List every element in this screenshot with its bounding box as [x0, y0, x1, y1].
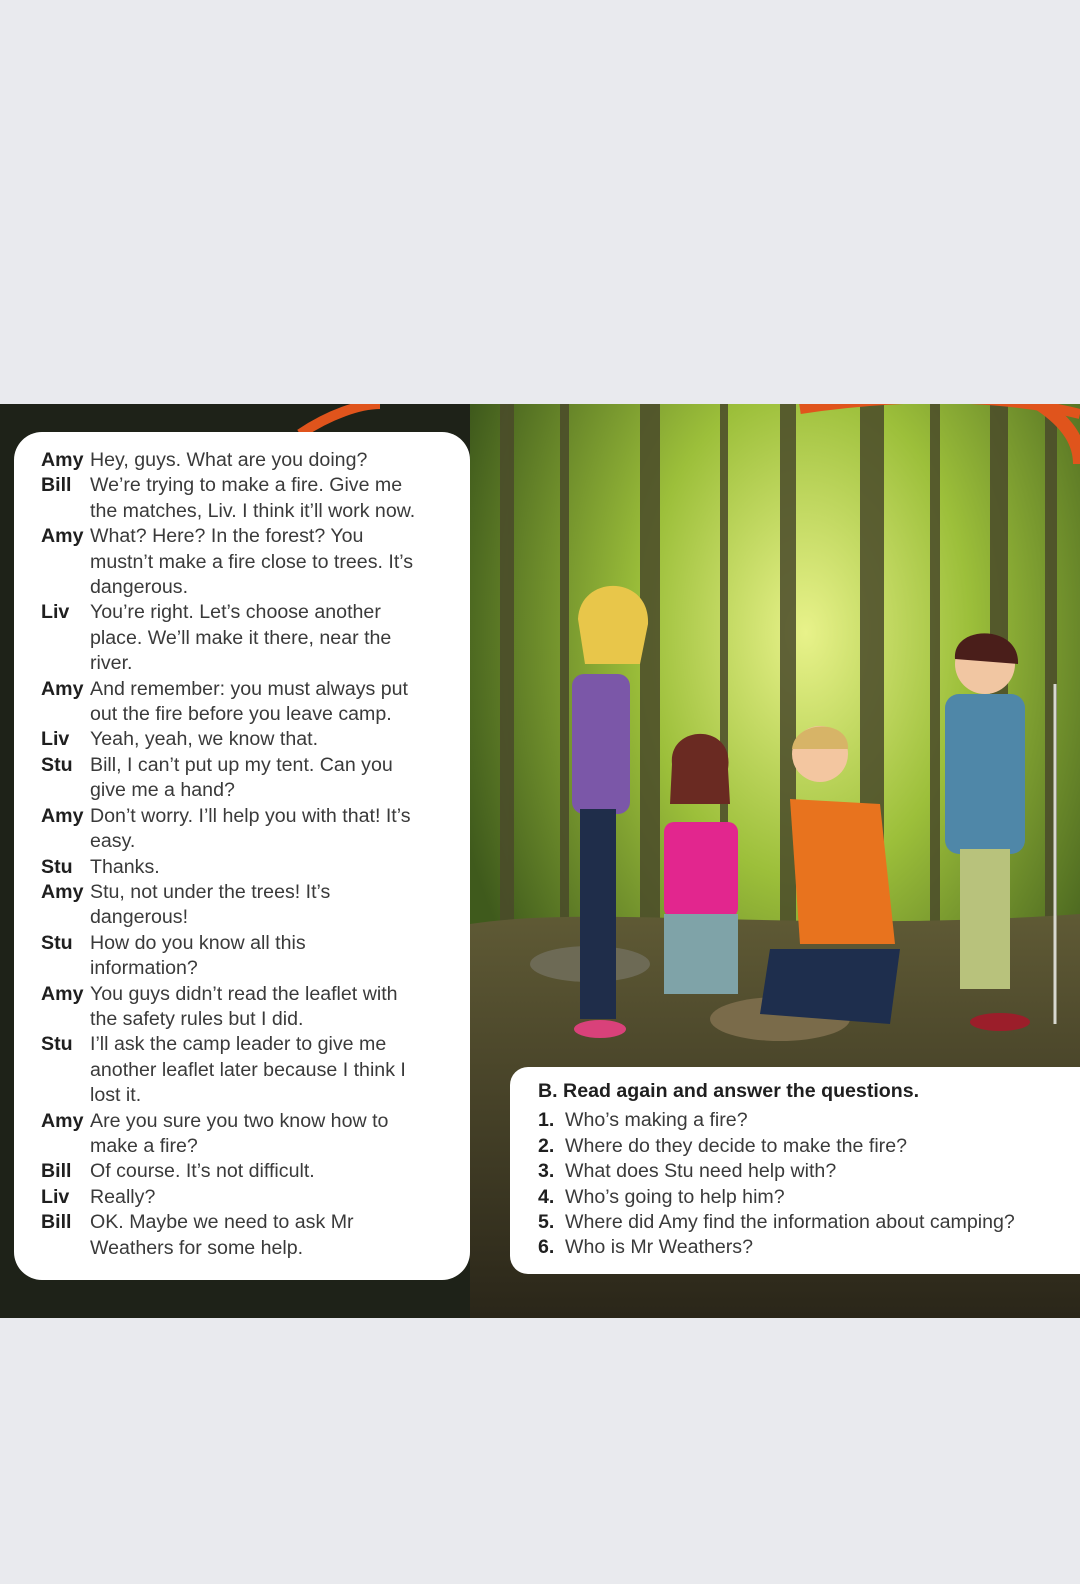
dialogue-line — [41, 448, 470, 473]
question-number: 5. — [538, 1211, 555, 1234]
dialogue-text — [90, 1159, 470, 1184]
dialogue-text — [90, 473, 470, 524]
dialogue-text-line: Are you sure you two know how to — [90, 1109, 389, 1132]
speaker-name: Amy — [41, 1109, 84, 1132]
speaker-name: Stu — [41, 1033, 73, 1056]
dialogue-text — [90, 982, 470, 1033]
dialogue-line — [41, 855, 470, 880]
dialogue-line — [41, 880, 470, 931]
dialogue-line — [41, 982, 470, 1033]
dialogue-line — [41, 600, 470, 676]
dialogue-text-line: Stu, not under the trees! It’s — [90, 880, 331, 903]
dialogue-text — [90, 804, 470, 855]
dialogue-text — [90, 1210, 470, 1261]
question-item — [538, 1159, 1080, 1184]
speaker-name: Amy — [41, 677, 84, 700]
dialogue-text — [90, 880, 470, 931]
speaker-name: Liv — [41, 1185, 70, 1208]
speaker-name: Amy — [41, 525, 84, 548]
speaker-name: Stu — [41, 931, 73, 954]
dialogue-text — [90, 524, 470, 600]
dialogue-text — [90, 600, 470, 676]
speaker-name: Stu — [41, 753, 73, 776]
dialogue-text-line: Hey, guys. What are you doing? — [90, 449, 368, 471]
dialogue-line — [41, 804, 470, 855]
speaker-name: Amy — [41, 880, 84, 903]
dialogue-line — [41, 473, 470, 524]
question-number: 3. — [538, 1160, 555, 1183]
speaker-name: Amy — [41, 982, 84, 1005]
dialogue-text-line: Weathers for some help. — [90, 1236, 304, 1259]
dialogue-text-line: OK. Maybe we need to ask Mr — [90, 1211, 354, 1234]
dialogue-text — [90, 727, 470, 752]
dialogue-text-line: make a fire? — [90, 1134, 198, 1157]
dialogue-text-line: We’re trying to make a fire. Give me — [90, 474, 403, 497]
dialogue-text-line: Don’t worry. I’ll help you with that! It’s — [90, 804, 411, 827]
questions-panel — [510, 1067, 1080, 1274]
dialogue-text-line: mustn’t make a fire close to trees. It’s — [90, 550, 414, 573]
dialogue-text-line: out the fire before you leave camp. — [90, 703, 392, 726]
dialogue-line — [41, 1032, 470, 1108]
dialogue-panel — [14, 432, 470, 1280]
question-number: 1. — [538, 1109, 555, 1132]
dialogue-text-line: the matches, Liv. I think it’ll work now. — [90, 499, 416, 522]
question-text: What does Stu need help with? — [565, 1160, 837, 1183]
questions-list — [538, 1108, 1080, 1260]
dialogue-text-line: easy. — [90, 830, 136, 853]
dialogue-line — [41, 1159, 470, 1184]
dialogue-text — [90, 1109, 470, 1160]
question-number: 6. — [538, 1236, 555, 1259]
dialogue-text-line: the safety rules but I did. — [90, 1007, 304, 1030]
dialogue-text-line: Yeah, yeah, we know that. — [90, 728, 319, 751]
speaker-name: Liv — [41, 601, 70, 624]
dialogue-line — [41, 1210, 470, 1261]
question-item — [538, 1235, 1080, 1260]
dialogue-text-line: another leaflet later because I think I — [90, 1058, 406, 1081]
dialogue-text-line: information? — [90, 957, 198, 980]
dialogue-line — [41, 1109, 470, 1160]
dialogue-text-line: Of course. It’s not difficult. — [90, 1160, 315, 1183]
dialogue-text — [90, 855, 470, 880]
dialogue-text-line: How do you know all this — [90, 931, 306, 954]
question-number: 2. — [538, 1134, 555, 1157]
dialogue-text-line: What? Here? In the forest? You — [90, 525, 364, 548]
dialogue-line — [41, 931, 470, 982]
dialogue-line — [41, 727, 470, 752]
dialogue-line — [41, 1185, 470, 1210]
dialogue-text-line: give me a hand? — [90, 779, 235, 802]
dialogue-text — [90, 1185, 470, 1210]
dialogue-text — [90, 448, 470, 473]
dialogue-text — [90, 931, 470, 982]
dialogue-text-line: You guys didn’t read the leaflet with — [90, 982, 398, 1005]
speaker-name: Bill — [41, 1211, 72, 1234]
dialogue-text-line: You’re right. Let’s choose another — [90, 601, 381, 624]
dialogue-line — [41, 524, 470, 600]
speaker-name: Bill — [41, 474, 72, 497]
speaker-name: Bill — [41, 1160, 72, 1183]
question-text: Where did Amy find the information about camping? — [565, 1211, 1015, 1234]
speaker-name: Amy — [41, 449, 84, 471]
speaker-name: Stu — [41, 855, 73, 878]
question-number: 4. — [538, 1185, 555, 1208]
dialogue-text-line: dangerous! — [90, 906, 189, 929]
dialogue-text-line: Bill, I can’t put up my tent. Can you — [90, 753, 393, 776]
question-text: Who’s making a fire? — [565, 1109, 748, 1132]
question-text: Who’s going to help him? — [565, 1185, 785, 1208]
dialogue-line — [41, 753, 470, 804]
dialogue-text-line: place. We’ll make it there, near the — [90, 626, 392, 649]
question-item — [538, 1210, 1080, 1235]
dialogue-text-line: lost it. — [90, 1084, 142, 1107]
question-item — [538, 1134, 1080, 1159]
dialogue-text-line: river. — [90, 652, 133, 675]
question-text: Where do they decide to make the fire? — [565, 1134, 907, 1157]
dialogue-line — [41, 677, 470, 728]
questions-heading: B. Read again and answer the questions. — [538, 1080, 920, 1102]
dialogue-text-line: Really? — [90, 1185, 156, 1208]
dialogue-text — [90, 677, 470, 728]
dialogue-text-line: Thanks. — [90, 855, 160, 878]
dialogue-text-line: And remember: you must always put — [90, 677, 408, 700]
dialogue-text-line: dangerous. — [90, 576, 189, 599]
dialogue-text — [90, 1032, 470, 1108]
question-item — [538, 1108, 1080, 1133]
speaker-name: Amy — [41, 804, 84, 827]
dialogue-text — [90, 753, 470, 804]
question-text: Who is Mr Weathers? — [565, 1236, 754, 1259]
speaker-name: Liv — [41, 728, 70, 751]
question-item — [538, 1185, 1080, 1210]
dialogue-text-line: I’ll ask the camp leader to give me — [90, 1033, 387, 1056]
